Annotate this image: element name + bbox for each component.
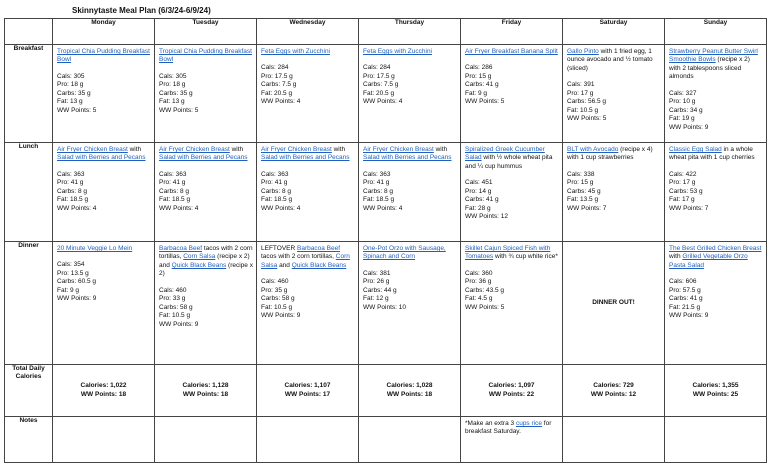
lunch-cell	[461, 143, 563, 242]
nutrition-ww: WW Points: 7	[669, 204, 709, 212]
nutrition-carbs: Carbs: 56.5 g	[567, 98, 607, 106]
dinner-cell	[665, 242, 767, 365]
nutrition-cals: Cals: 284	[261, 64, 289, 72]
header-row	[5, 19, 767, 45]
dinner-cell	[53, 242, 155, 365]
breakfast-cell	[53, 45, 155, 143]
nutrition-ww: WW Points: 5	[465, 98, 505, 106]
nutrition-carbs: Carbs: 8 g	[57, 187, 87, 195]
recipe-link[interactable]: 20 Minute Veggie Lo Mein	[57, 245, 133, 252]
nutrition-cals: Cals: 391	[567, 81, 595, 89]
recipe-link[interactable]: Corn Salsa	[261, 253, 350, 269]
meal-description[interactable]	[57, 245, 151, 253]
total-calories: Calories: 1,128	[182, 382, 229, 390]
meal-description[interactable]: Strawberry Peanut Butter Swirl Smoothie Bowls (recipe x 2) with 2 tablespoons sliced almonds	[669, 48, 758, 81]
day-header: Tuesday	[155, 19, 257, 45]
daily-total-cell	[461, 365, 563, 417]
nutrition-pro: Pro: 17.5 g	[363, 72, 395, 80]
nutrition-fat: Fat: 18.5 g	[57, 196, 89, 204]
notes-cell	[359, 417, 461, 463]
nutrition-pro: Pro: 17 g	[567, 89, 594, 97]
nutrition-cals: Cals: 338	[567, 170, 595, 178]
nutrition-fat: Fat: 18.5 g	[363, 196, 395, 204]
meal-plan-table	[4, 18, 767, 463]
meal-description[interactable]	[465, 48, 559, 56]
dinner-out-cell	[563, 242, 665, 365]
nutrition-cals: Cals: 422	[669, 170, 697, 178]
recipe-link[interactable]: Gallo Pinto	[567, 48, 599, 55]
recipe-link[interactable]: One-Pot Orzo with Sausage, Spinach and Corn	[363, 245, 446, 261]
notes-cell	[461, 417, 563, 463]
nutrition-cals: Cals: 327	[669, 89, 697, 97]
nutrition-ww: WW Points: 5	[465, 303, 505, 311]
nutrition-ww: WW Points: 9	[159, 320, 199, 328]
recipe-link[interactable]: Classic Egg Salad	[669, 146, 722, 153]
total-calories: Calories: 1,028	[386, 382, 433, 390]
dinner-row	[5, 242, 767, 365]
nutrition-pro: Pro: 41 g	[261, 179, 288, 187]
nutrition-pro: Pro: 57.5 g	[669, 286, 701, 294]
recipe-link[interactable]: Spiralized Greek Cucumber Salad	[465, 146, 545, 162]
nutrition-ww: WW Points: 10	[363, 303, 406, 311]
daily-total-cell	[257, 365, 359, 417]
nutrition-pro: Pro: 18 g	[159, 81, 186, 89]
day-header: Friday	[461, 19, 563, 45]
total-calories: Calories: 729	[593, 382, 634, 390]
nutrition-carbs: Carbs: 34 g	[669, 106, 703, 114]
notes-cell	[257, 417, 359, 463]
nutrition-fat: Fat: 9 g	[57, 286, 80, 294]
total-ww-points: WW Points: 18	[80, 390, 127, 398]
nutrition-fat: Fat: 18.5 g	[159, 196, 191, 204]
recipe-link[interactable]: Strawberry Peanut Butter Swirl Smoothie Bowls	[669, 48, 758, 64]
meal-description[interactable]: LEFTOVER Barbacoa Beef tacos with 2 corn tortillas, Corn Salsa and Quick Black Beans	[261, 245, 350, 269]
nutrition-ww: WW Points: 9	[669, 312, 709, 320]
nutrition-ww: WW Points: 12	[465, 213, 508, 221]
note-text	[155, 417, 256, 422]
nutrition-pro: Pro: 17.5 g	[261, 72, 293, 80]
row-label-notes: Notes	[5, 417, 53, 463]
nutrition-ww: WW Points: 9	[261, 312, 301, 320]
nutrition-cals: Cals: 286	[465, 64, 493, 72]
row-label-dinner: Dinner	[5, 242, 53, 365]
recipe-link[interactable]: Salad with Berries and Pecans	[363, 154, 452, 162]
recipe-link[interactable]: Salad with Berries and Pecans	[159, 154, 248, 162]
meal-description[interactable]: Skillet Cajun Spiced Fish with Tomatoes with ¾ cup white rice*	[465, 245, 558, 261]
nutrition-fat: Fat: 10.5 g	[567, 106, 599, 114]
total-row	[5, 365, 767, 417]
nutrition-ww: WW Points: 7	[567, 204, 607, 212]
nutrition-ww: WW Points: 4	[159, 204, 199, 212]
total-calories: Calories: 1,355	[692, 382, 739, 390]
nutrition-cals: Cals: 363	[159, 170, 187, 178]
breakfast-cell	[155, 45, 257, 143]
lunch-cell	[53, 143, 155, 242]
nutrition-ww: WW Points: 5	[567, 115, 607, 123]
meal-description[interactable]: Spiralized Greek Cucumber Salad with ½ whole wheat pita and ¼ cup hummus	[465, 146, 553, 170]
nutrition-fat: Fat: 21.5 g	[669, 303, 701, 311]
note-text: *Make an extra 3 cups rice for breakfast Saturday.	[465, 420, 552, 436]
breakfast-cell	[359, 45, 461, 143]
nutrition-cals: Cals: 460	[159, 286, 187, 294]
nutrition-pro: Pro: 36 g	[465, 278, 492, 286]
nutrition-carbs: Carbs: 45 g	[567, 187, 601, 195]
nutrition-pro: Pro: 18 g	[57, 81, 84, 89]
note-text	[257, 417, 358, 422]
nutrition-cals: Cals: 305	[159, 72, 187, 80]
breakfast-row	[5, 45, 767, 143]
recipe-link[interactable]: Air Fryer Breakfast Banana Split	[465, 48, 558, 55]
lunch-cell	[257, 143, 359, 242]
nutrition-ww: WW Points: 4	[363, 98, 403, 106]
meal-description[interactable]: Air Fryer Chicken Breast with Salad with Berries and Pecans	[363, 146, 452, 162]
total-calories: Calories: 1,022	[80, 382, 127, 390]
meal-description[interactable]	[159, 48, 253, 65]
total-ww-points: WW Points: 18	[182, 390, 229, 398]
nutrition-fat: Fat: 13 g	[57, 98, 83, 106]
nutrition-fat: Fat: 13 g	[159, 98, 185, 106]
lunch-cell	[665, 143, 767, 242]
nutrition-carbs: Carbs: 35 g	[57, 89, 91, 97]
recipe-link[interactable]: Barbacoa Beef	[297, 245, 341, 252]
meal-description[interactable]: The Best Grilled Chicken Breast with Grilled Vegetable Orzo Pasta Salad	[669, 245, 762, 269]
breakfast-cell	[257, 45, 359, 143]
dinner-cell	[257, 242, 359, 365]
daily-total-cell	[563, 365, 665, 417]
nutrition-pro: Pro: 41 g	[57, 179, 84, 187]
nutrition-fat: Fat: 9 g	[465, 89, 488, 97]
recipe-link[interactable]: Air Fryer Chicken Breast	[159, 146, 230, 153]
row-label-lunch: Lunch	[5, 143, 53, 242]
recipe-link[interactable]: Skillet Cajun Spiced Fish with Tomatoes	[465, 245, 551, 261]
recipe-link[interactable]: Quick Black Beans	[291, 261, 347, 269]
total-ww-points: WW Points: 22	[488, 390, 535, 398]
page-title: Skinnytaste Meal Plan (6/3/24-6/9/24)	[72, 6, 211, 15]
nutrition-carbs: Carbs: 58 g	[159, 303, 193, 311]
daily-total-cell	[155, 365, 257, 417]
nutrition-carbs: Carbs: 41 g	[669, 295, 703, 303]
recipe-link[interactable]: Quick Black Beans	[171, 261, 227, 269]
meal-description[interactable]: Gallo Pinto with 1 fried egg, 1 ounce avocado and ½ tomato (sliced)	[567, 48, 653, 72]
nutrition-ww: WW Points: 5	[57, 106, 97, 114]
nutrition-pro: Pro: 10 g	[669, 98, 696, 106]
day-header: Wednesday	[257, 19, 359, 45]
nutrition-fat: Fat: 18.5 g	[261, 196, 293, 204]
row-label-total: Total Daily Calories	[5, 365, 53, 417]
nutrition-pro: Pro: 41 g	[159, 179, 186, 187]
breakfast-cell	[665, 45, 767, 143]
nutrition-carbs: Carbs: 44 g	[363, 286, 397, 294]
lunch-row	[5, 143, 767, 242]
nutrition-ww: WW Points: 4	[363, 204, 403, 212]
dinner-cell	[155, 242, 257, 365]
nutrition-carbs: Carbs: 8 g	[159, 187, 189, 195]
nutrition-cals: Cals: 363	[363, 170, 391, 178]
nutrition-carbs: Carbs: 8 g	[363, 187, 393, 195]
nutrition-fat: Fat: 20.5 g	[363, 89, 395, 97]
lunch-cell	[155, 143, 257, 242]
nutrition-fat: Fat: 13.5 g	[567, 196, 599, 204]
row-label-breakfast: Breakfast	[5, 45, 53, 143]
notes-cell	[665, 417, 767, 463]
note-text	[563, 417, 664, 422]
notes-cell	[563, 417, 665, 463]
recipe-link[interactable]: Air Fryer Chicken Breast	[57, 146, 128, 153]
corner-cell	[5, 19, 53, 45]
nutrition-ww: WW Points: 9	[57, 295, 97, 303]
recipe-link[interactable]: BLT with Avocado	[567, 146, 619, 153]
notes-cell	[53, 417, 155, 463]
recipe-link[interactable]: Barbacoa Beef	[159, 245, 203, 252]
recipe-link[interactable]: Feta Eggs with Zucchini	[261, 48, 331, 55]
nutrition-carbs: Carbs: 53 g	[669, 187, 703, 195]
nutrition-pro: Pro: 33 g	[159, 295, 186, 303]
nutrition-fat: Fat: 4.5 g	[465, 295, 493, 303]
nutrition-pro: Pro: 15 g	[567, 179, 594, 187]
nutrition-pro: Pro: 13.5 g	[57, 269, 89, 277]
nutrition-carbs: Carbs: 7.5 g	[261, 81, 297, 89]
nutrition-ww: WW Points: 4	[261, 204, 301, 212]
nutrition-carbs: Carbs: 41 g	[465, 81, 499, 89]
nutrition-carbs: Carbs: 43.5 g	[465, 286, 505, 294]
note-text	[665, 417, 766, 422]
total-ww-points: WW Points: 17	[284, 390, 331, 398]
recipe-link[interactable]: Salad with Berries and Pecans	[57, 154, 146, 162]
recipe-link[interactable]: Tropical Chia Pudding Breakfast Bowl	[159, 48, 252, 64]
day-header: Saturday	[563, 19, 665, 45]
total-ww-points: WW Points: 25	[692, 390, 739, 398]
nutrition-fat: Fat: 10.5 g	[261, 303, 293, 311]
nutrition-cals: Cals: 354	[57, 261, 85, 269]
meal-description[interactable]: Air Fryer Chicken Breast with Salad with Berries and Pecans	[57, 146, 146, 162]
recipe-link[interactable]: Grilled Vegetable Orzo Pasta Salad	[669, 253, 748, 269]
meal-description[interactable]: Air Fryer Chicken Breast with Salad with Berries and Pecans	[261, 146, 350, 162]
dinner-cell	[359, 242, 461, 365]
nutrition-pro: Pro: 35 g	[261, 286, 288, 294]
nutrition-fat: Fat: 28 g	[465, 204, 491, 212]
nutrition-cals: Cals: 363	[57, 170, 85, 178]
recipe-link[interactable]: Tropical Chia Pudding Breakfast Bowl	[57, 48, 150, 64]
total-ww-points: WW Points: 18	[386, 390, 433, 398]
daily-total-cell	[53, 365, 155, 417]
breakfast-cell	[563, 45, 665, 143]
recipe-link[interactable]: Corn Salsa	[183, 253, 216, 261]
nutrition-fat: Fat: 20.5 g	[261, 89, 293, 97]
notes-row	[5, 417, 767, 463]
nutrition-cals: Cals: 381	[363, 269, 391, 277]
nutrition-cals: Cals: 305	[57, 72, 85, 80]
note-text	[53, 417, 154, 422]
nutrition-carbs: Carbs: 7.5 g	[363, 81, 399, 89]
meal-description[interactable]: Air Fryer Chicken Breast with Salad with Berries and Pecans	[159, 146, 248, 162]
daily-total-cell	[359, 365, 461, 417]
nutrition-carbs: Carbs: 8 g	[261, 187, 291, 195]
nutrition-ww: WW Points: 4	[57, 204, 97, 212]
meal-description[interactable]	[57, 48, 151, 65]
meal-description[interactable]	[363, 48, 457, 56]
nutrition-cals: Cals: 360	[465, 269, 493, 277]
nutrition-cals: Cals: 284	[363, 64, 391, 72]
nutrition-carbs: Carbs: 41 g	[465, 196, 499, 204]
note-text	[359, 417, 460, 422]
nutrition-pro: Pro: 15 g	[465, 72, 492, 80]
nutrition-ww: WW Points: 4	[261, 98, 301, 106]
breakfast-cell	[461, 45, 563, 143]
recipe-link[interactable]: cups rice	[515, 420, 542, 427]
recipe-link[interactable]: Feta Eggs with Zucchini	[363, 48, 433, 55]
nutrition-cals: Cals: 451	[465, 179, 493, 187]
nutrition-pro: Pro: 41 g	[363, 179, 390, 187]
meal-description[interactable]: Barbacoa Beef tacos with 2 corn tortillas, Corn Salsa (recipe x 2) and Quick Black Beans (recipe x 2)	[159, 245, 253, 278]
recipe-link[interactable]: Salad with Berries and Pecans	[261, 154, 350, 162]
nutrition-pro: Pro: 17 g	[669, 179, 696, 187]
nutrition-ww: WW Points: 5	[159, 106, 199, 114]
meal-description[interactable]: BLT with Avocado (recipe x 4) with 1 cup strawberries	[567, 146, 653, 162]
day-header: Thursday	[359, 19, 461, 45]
nutrition-ww: WW Points: 9	[669, 123, 709, 131]
lunch-cell	[563, 143, 665, 242]
nutrition-fat: Fat: 10.5 g	[159, 312, 191, 320]
nutrition-carbs: Carbs: 60.5 g	[57, 278, 97, 286]
nutrition-cals: Cals: 363	[261, 170, 289, 178]
daily-total-cell	[665, 365, 767, 417]
dinner-cell	[461, 242, 563, 365]
nutrition-pro: Pro: 14 g	[465, 187, 492, 195]
day-header: Monday	[53, 19, 155, 45]
meal-description[interactable]	[261, 48, 355, 56]
meal-description[interactable]	[363, 245, 457, 262]
nutrition-cals: Cals: 606	[669, 278, 697, 286]
notes-cell	[155, 417, 257, 463]
nutrition-fat: Fat: 19 g	[669, 115, 695, 123]
meal-description[interactable]: Classic Egg Salad in a whole wheat pita with 1 cup cherries	[669, 146, 755, 162]
nutrition-fat: Fat: 12 g	[363, 295, 389, 303]
total-calories: Calories: 1,097	[488, 382, 535, 390]
nutrition-fat: Fat: 17 g	[669, 196, 695, 204]
nutrition-cals: Cals: 460	[261, 278, 289, 286]
nutrition-pro: Pro: 26 g	[363, 278, 390, 286]
nutrition-carbs: Carbs: 35 g	[159, 89, 193, 97]
total-calories: Calories: 1,107	[284, 382, 331, 390]
recipe-link[interactable]: Air Fryer Chicken Breast	[261, 146, 332, 153]
recipe-link[interactable]: The Best Grilled Chicken Breast	[669, 245, 762, 252]
nutrition-carbs: Carbs: 58 g	[261, 295, 295, 303]
total-ww-points: WW Points: 12	[590, 390, 637, 398]
dinner-out-label: DINNER OUT!	[592, 298, 635, 306]
recipe-link[interactable]: Air Fryer Chicken Breast	[363, 146, 434, 153]
day-header: Sunday	[665, 19, 767, 45]
lunch-cell	[359, 143, 461, 242]
